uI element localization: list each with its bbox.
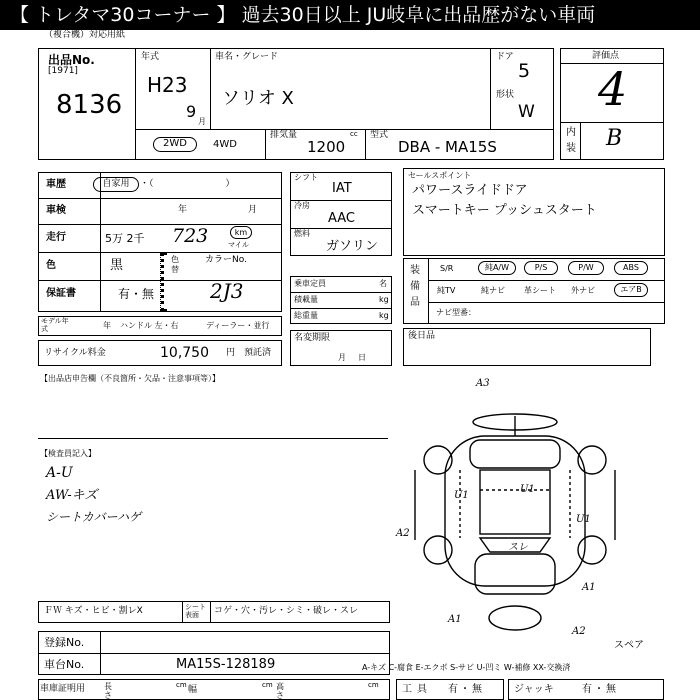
- divider: [560, 122, 664, 123]
- lot-label: 出品No.: [48, 53, 95, 67]
- fuel-value: ガソリン: [326, 239, 379, 254]
- damage-mark: A1: [582, 582, 596, 593]
- jack-value: 有・無: [582, 684, 618, 695]
- header-banner: 【 トレタマ30コーナー 】 過去30日以上 JU岐阜に出品歴がない車両: [0, 0, 700, 30]
- interior-label-1: 内: [566, 127, 576, 138]
- weight-label: 総重量: [294, 311, 318, 320]
- divider: [182, 601, 183, 623]
- interior-label-2: 装: [566, 143, 576, 154]
- certificate-length: 長さ: [104, 682, 112, 700]
- damage-legend: A-キズ C-腐食 E-エクボ S-サビ U-凹ミ W-補修 XX-交換済: [362, 663, 571, 672]
- car-damage-diagram: [390, 370, 670, 650]
- divider: [365, 129, 366, 160]
- divider: [580, 122, 581, 160]
- history-rest: ・（ ）: [140, 179, 235, 189]
- shape-value: W: [518, 102, 535, 122]
- colorno-label: カラーNo.: [205, 255, 247, 265]
- damage-mark: U1: [454, 490, 469, 501]
- equipment-abs: ABS: [614, 261, 648, 275]
- certificate-width: 幅: [188, 685, 198, 695]
- divider: [290, 292, 392, 293]
- recycle-value: 10,750: [160, 345, 209, 361]
- load-label: 積載量: [294, 295, 318, 304]
- year-label: 年式: [141, 52, 160, 62]
- inspection-year-unit: 年: [178, 205, 188, 215]
- divider: [490, 48, 491, 129]
- divider: [135, 129, 554, 130]
- aircon-label: 冷房: [294, 201, 310, 210]
- aircon-value: AAC: [328, 211, 355, 226]
- model-year-unit: 年: [103, 321, 111, 330]
- year-era: H23: [147, 73, 188, 97]
- certificate-height: 高さ: [276, 682, 284, 700]
- certificate-unit: cm: [262, 681, 273, 689]
- car-outline-roof: [480, 470, 550, 534]
- weight-unit: kg: [379, 311, 389, 320]
- interior-value: B: [606, 126, 623, 151]
- color-label: 色: [46, 260, 56, 271]
- inspector-note-1: A-U: [46, 465, 73, 481]
- divider: [428, 280, 665, 281]
- spare-tire: [489, 606, 541, 630]
- displacement-value: 1200: [307, 138, 346, 156]
- car-outline-body: [445, 436, 585, 586]
- load-unit: kg: [379, 295, 389, 304]
- equipment-sr: S/R: [440, 264, 454, 273]
- divider: [38, 198, 282, 199]
- mileage-unit-km: km: [230, 226, 252, 239]
- mileage-unit-mile: マイル: [228, 241, 249, 249]
- nav-model-label: ナビ型番：: [436, 308, 476, 317]
- mileage-label: 走行: [46, 232, 66, 243]
- displacement-label: 排気量: [270, 130, 298, 140]
- car-outline-rear: [475, 554, 555, 594]
- equipment-label-2: 備: [410, 281, 420, 292]
- tools-value: 有・無: [448, 684, 484, 695]
- divider: [428, 258, 429, 324]
- warranty-value: 有・無: [118, 287, 155, 301]
- color-value: 黒: [110, 258, 124, 273]
- equipment-nav: 純ナビ: [481, 286, 505, 295]
- colorno-value: 2J3: [210, 279, 244, 303]
- equipment-aw: 純A/W: [478, 261, 516, 275]
- equipment-pw: P/W: [568, 261, 604, 275]
- damage-mark: A2: [572, 626, 586, 637]
- equipment-label-1: 装: [410, 265, 420, 276]
- divider: [100, 631, 101, 675]
- shift-label: シフト: [294, 173, 318, 182]
- color-change-label: 色替: [171, 255, 179, 274]
- divider: [100, 172, 101, 312]
- jack-label: ジャッキ: [514, 684, 554, 695]
- model-year-handle: ハンドル 左・右: [120, 321, 179, 330]
- year-month-unit: 月: [198, 117, 206, 126]
- displacement-unit: cc: [350, 130, 358, 138]
- cert-note: （複合機）対応用紙: [44, 30, 126, 40]
- registration-label: 登録No.: [44, 636, 85, 649]
- fuel-label: 燃料: [294, 229, 310, 238]
- history-selected: 自家用: [93, 177, 139, 192]
- sales-points-label: セールスポイント: [408, 171, 472, 180]
- chassis-label: 車台No.: [44, 658, 85, 671]
- spare-label: スペア: [614, 640, 644, 651]
- model-year-label: モデル年式: [41, 317, 69, 333]
- divider: [428, 302, 665, 303]
- divider: [38, 653, 390, 654]
- chassis-value: MA15S-128189: [176, 657, 276, 672]
- shape-label: 形状: [496, 90, 515, 100]
- sales-point-2: スマートキー プッシュスタート: [412, 203, 597, 218]
- divider: [210, 601, 211, 623]
- inspector-note-2: AW-キズ: [46, 488, 98, 503]
- divider: [290, 308, 392, 309]
- fw-seat-label: シート表面: [185, 603, 206, 619]
- divider: [210, 48, 211, 129]
- certificate-label: 車庫証明用: [40, 684, 86, 694]
- capacity-label: 乗車定員: [294, 279, 326, 288]
- equipment-airbag: エアB: [614, 283, 648, 297]
- inspection-label: 車検: [46, 205, 66, 216]
- lot-small-no: [1971]: [48, 66, 78, 76]
- model-year-dealer: ディーラー・並行: [206, 321, 270, 330]
- certificate-row: [38, 679, 390, 700]
- inspector-label: 【検査員記入】: [40, 449, 96, 458]
- equipment-tv: 純TV: [437, 286, 456, 295]
- history-label: 車歴: [46, 179, 66, 190]
- fw-seat-text: コゲ・穴・汚レ・シミ・破レ・スレ: [214, 606, 359, 616]
- divider: [38, 224, 282, 225]
- inspector-note-3: シートカバーハゲ: [46, 510, 142, 524]
- capacity-unit: 名: [379, 279, 387, 288]
- recycle-unit: 円: [226, 348, 236, 358]
- model-value: ソリオ X: [222, 88, 294, 109]
- divider: [265, 129, 266, 160]
- type-value: DBA - MA15S: [398, 138, 497, 156]
- shift-value: IAT: [332, 181, 352, 196]
- fw-text: ＦＷ キズ・ヒビ・割レX: [44, 606, 143, 616]
- damage-mark: U1: [520, 484, 535, 495]
- mileage-handwritten: 723: [172, 225, 209, 247]
- mileage-printed: 5万 2千: [105, 232, 145, 245]
- damage-mark: スレ: [508, 542, 528, 553]
- seller-note-label: 【出品店申告欄（不良箇所・欠品・注意事項等）】: [40, 374, 220, 383]
- type-label: 型式: [370, 130, 389, 140]
- damage-mark: U1: [576, 514, 591, 525]
- name-change-unit: 月日: [338, 353, 378, 362]
- equipment-ps: P/S: [524, 261, 558, 275]
- score-value: 4: [598, 62, 628, 116]
- equipment-leather: 革シート: [524, 286, 556, 295]
- drive-other: 4WD: [213, 139, 237, 150]
- car-outline-front-glass: [470, 440, 560, 468]
- inspection-month-unit: 月: [248, 205, 258, 215]
- warranty-label: 保証書: [46, 288, 76, 299]
- divider: [135, 48, 136, 160]
- drive-selected: 2WD: [153, 137, 197, 152]
- model-label: 車名・グレード: [215, 52, 279, 62]
- divider: [38, 438, 388, 439]
- sales-point-1: パワースライドドア: [412, 183, 528, 198]
- score-label: 評価点: [592, 51, 620, 61]
- damage-mark: A2: [396, 528, 410, 539]
- certificate-unit: cm: [176, 681, 187, 689]
- doors-value: 5: [518, 60, 531, 82]
- recycle-status: 預託済: [244, 348, 272, 358]
- equipment-label-3: 品: [410, 297, 420, 308]
- later-date-box: [403, 328, 651, 366]
- year-month: 9: [186, 102, 197, 121]
- wheel-rear-left: [424, 536, 452, 564]
- lot-number: 8136: [56, 90, 123, 120]
- damage-mark: A3: [476, 378, 490, 389]
- equipment-ext-nav: 外ナビ: [571, 286, 595, 295]
- doors-label: ドア: [496, 52, 514, 62]
- later-date-label: 後日品: [408, 331, 436, 341]
- recycle-label: リサイクル料金: [44, 348, 106, 358]
- divider: [160, 252, 164, 312]
- tools-label: 工具: [402, 684, 432, 695]
- wheel-rear-right: [578, 536, 606, 564]
- name-change-label: 名変期限: [294, 333, 331, 343]
- damage-mark: A1: [448, 614, 462, 625]
- certificate-unit: cm: [368, 681, 379, 689]
